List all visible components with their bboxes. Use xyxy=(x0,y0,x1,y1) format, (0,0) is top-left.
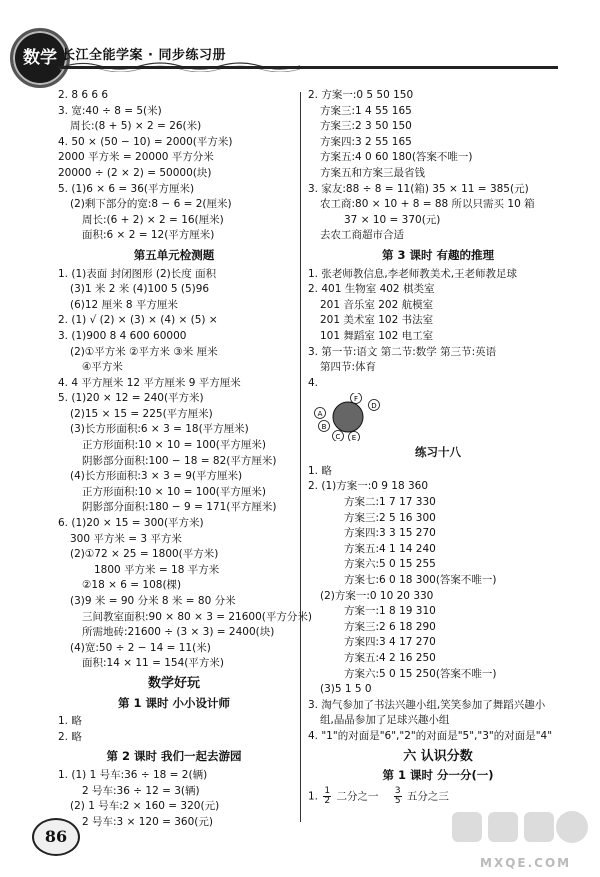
answer-line: 201 美术室 102 书法室 xyxy=(320,314,434,327)
answer-line: 2. 401 生物室 402 棋类室 xyxy=(308,283,435,296)
answer-line: 方案七:6 0 18 300(答案不唯一) xyxy=(344,574,497,587)
answer-line: 1. (1) 1 号车:36 ÷ 18 = 2(辆) xyxy=(58,768,208,781)
circle-diagram-svg xyxy=(308,393,388,441)
answer-line: 方案五:4 0 60 180(答案不唯一) xyxy=(320,151,473,164)
answer-line: 1800 平方米 = 18 平方米 xyxy=(94,563,220,576)
answer-line: 6. (1)20 × 15 = 300(平方米) xyxy=(58,517,204,530)
answer-line: 4. 4 平方厘米 12 平方厘米 9 平方厘米 xyxy=(58,376,241,389)
page-header xyxy=(0,0,600,100)
answer-line: ④平方米 xyxy=(82,361,123,374)
answer-line: 1. 略 xyxy=(308,464,332,477)
answer-line: 2. (1) √ (2) × (3) × (4) × (5) × xyxy=(58,314,218,327)
numerator: 1 xyxy=(324,785,331,796)
answer-line: (3)1 米 2 米 (4)100 5 (5)96 xyxy=(70,283,210,296)
answer-line: 方案四:3 2 55 165 xyxy=(320,135,412,148)
right-answers-block-2 xyxy=(308,267,568,392)
node-label: C xyxy=(335,433,341,442)
denominator: 2 xyxy=(324,795,331,806)
answer-line: (4)宽:50 ÷ 2 − 14 = 11(米) xyxy=(70,641,211,654)
answer-line: 300 平方米 = 3 平方米 xyxy=(70,532,182,545)
answer-line: 方案二:1 7 17 330 xyxy=(344,496,436,509)
left-answers-block-3 xyxy=(58,714,290,745)
section-lesson1-divide: 第 1 课时 分一分(一) xyxy=(382,768,494,783)
answer-line: (2) 1 号车:2 × 160 = 320(元) xyxy=(70,800,220,813)
answer-line: 方案五:4 2 16 250 xyxy=(344,652,436,664)
answer-line: 方案三:2 3 50 150 xyxy=(320,120,412,133)
answer-line: (3)长方形面积:6 × 3 = 18(平方厘米) xyxy=(70,423,249,436)
answer-line: 3. 淘气参加了书法兴趣小组,笑笑参加了舞蹈兴趣小 xyxy=(308,698,546,711)
page-number: 86 xyxy=(32,818,80,856)
left-answers-block-1 xyxy=(58,88,290,244)
answer-line: (4)长方形面积:3 × 3 = 9(平方厘米) xyxy=(70,470,243,483)
answer-line: 2. 略 xyxy=(58,730,82,743)
answer-line: 1. (1)表面 封闭图形 (2)长度 面积 xyxy=(58,267,217,280)
answer-line: (2)15 × 15 = 225(平方厘米) xyxy=(70,407,213,420)
answer-line: 面积:14 × 11 = 154(平方米) xyxy=(82,657,224,670)
fraction-text-1: 二分之一 xyxy=(336,790,379,803)
answer-line: 阴影部分面积:100 − 18 = 82(平方厘米) xyxy=(82,454,277,467)
fraction-one-half xyxy=(323,787,331,806)
right-column xyxy=(308,88,568,806)
node-label: B xyxy=(321,423,327,432)
answer-line: 5. (1)6 × 6 = 36(平方厘米) xyxy=(58,182,195,195)
answer-line: 第四节:体育 xyxy=(320,361,377,374)
section-lesson3-reasoning: 第 3 课时 有趣的推理 xyxy=(381,247,494,262)
answer-line: 1. 张老师教信息,李老师教美术,王老师教足球 xyxy=(308,267,518,280)
section-unit5-test: 第五单元检测题 xyxy=(133,247,215,262)
answer-number: 1. xyxy=(308,790,319,803)
answer-line: 4. 50 × (50 − 10) = 2000(平方米) xyxy=(58,135,233,148)
fraction-answer-line xyxy=(308,787,568,806)
answer-line: 2 号车:36 ÷ 12 = 3(辆) xyxy=(82,784,200,797)
answer-line: 201 音乐室 202 航模室 xyxy=(320,298,434,311)
answer-line: 方案六:5 0 15 250(答案不唯一) xyxy=(344,667,497,680)
section-exercise-18: 练习十八 xyxy=(415,445,461,460)
answer-line: 正方形面积:10 × 10 = 100(平方厘米) xyxy=(82,439,266,452)
answer-line: 101 舞蹈室 102 电工室 xyxy=(320,329,434,342)
answer-line: 方案六:5 0 15 255 xyxy=(344,558,436,571)
center-circle xyxy=(333,402,363,432)
answer-line: 方案三:2 5 16 300 xyxy=(344,511,436,524)
answer-line: 3. 第一节:语文 第二节:数学 第三节:英语 xyxy=(308,345,497,358)
answer-line: (3)5 1 5 0 xyxy=(320,683,372,696)
answer-line: 方案一:1 8 19 310 xyxy=(344,605,436,618)
answer-line: 3. 宽:40 ÷ 8 = 5(米) xyxy=(58,104,162,117)
answer-line: 阴影部分面积:180 − 9 = 171(平方厘米) xyxy=(82,501,277,514)
answer-line: (6)12 厘米 8 平方厘米 xyxy=(70,298,178,311)
answer-line: 去农工商超市合适 xyxy=(320,229,404,242)
answer-line: 所需地砖:21600 ÷ (3 × 3) = 2400(块) xyxy=(82,626,275,639)
node-label: D xyxy=(371,402,377,411)
node-label: E xyxy=(351,434,357,442)
answer-line: 3. (1)900 8 4 600 60000 xyxy=(58,329,187,342)
answer-line: 5. (1)20 × 12 = 240(平方米) xyxy=(58,392,204,405)
answer-line: 方案五:4 1 14 240 xyxy=(344,542,436,555)
answer-line: 方案三:1 4 55 165 xyxy=(320,104,412,117)
denominator: 5 xyxy=(394,795,401,806)
answer-line: (2)剩下部分的宽:8 − 6 = 2(厘米) xyxy=(70,198,232,211)
section-math-fun: 数学好玩 xyxy=(147,675,200,691)
answer-line: 3. 家友:88 ÷ 8 = 11(箱) 35 × 11 = 385(元) xyxy=(308,182,529,195)
section-lesson2-park: 第 2 课时 我们一起去游园 xyxy=(106,749,242,764)
node-label: A xyxy=(317,410,323,419)
section-unit6-fractions: 六 认识分数 xyxy=(403,748,473,764)
answer-line: 组,晶晶参加了足球兴趣小组 xyxy=(320,714,450,727)
left-answers-block-2 xyxy=(58,267,312,672)
left-answers-block-4 xyxy=(58,768,290,830)
answer-line: 2000 平方米 = 20000 平方分米 xyxy=(58,151,214,164)
answer-line: 20000 ÷ (2 × 2) = 50000(块) xyxy=(58,166,212,179)
answer-line: (2)①平方米 ②平方米 ③米 厘米 xyxy=(70,345,218,358)
left-column xyxy=(58,88,312,830)
answer-line: 2. (1)方案一:0 9 18 360 xyxy=(308,480,429,493)
answer-line: 周长:(8 + 5) × 2 = 26(米) xyxy=(70,120,202,133)
section-lesson1-designer: 第 1 课时 小小设计师 xyxy=(117,695,230,710)
answer-line: (2)①72 × 25 = 1800(平方米) xyxy=(70,548,219,561)
right-answers-block-3 xyxy=(308,464,568,745)
answer-line: 1. 略 xyxy=(58,715,82,728)
answer-line: (3)9 米 = 90 分米 8 米 = 80 分米 xyxy=(70,595,236,607)
answer-line: ②18 × 6 = 108(棵) xyxy=(82,579,182,592)
book-title: 长江全能学案 · 同步练习册 xyxy=(62,48,226,63)
watermark-text: MXQE.COM xyxy=(480,856,572,870)
answer-line: 农工商:80 × 10 + 8 = 88 所以只需买 10 箱 xyxy=(320,198,535,211)
header-rule xyxy=(58,66,558,69)
answer-line: (2)方案一:0 10 20 330 xyxy=(320,589,434,602)
right-answers-block-1 xyxy=(308,88,568,244)
answer-line: 方案四:3 3 15 270 xyxy=(344,527,436,540)
answer-line: 2. 8 6 6 6 xyxy=(58,89,109,101)
circle-seating-diagram xyxy=(308,393,568,441)
subject-badge: 数学 xyxy=(10,28,70,88)
answer-line: 4. xyxy=(308,376,319,389)
answer-line: 三间教室面积:90 × 80 × 3 = 21600(平方分米) xyxy=(82,610,312,623)
answer-line: 2 号车:3 × 120 = 360(元) xyxy=(82,815,213,828)
answer-line: 37 × 10 = 370(元) xyxy=(344,213,441,226)
answer-line: 周长:(6 + 2) × 2 = 16(厘米) xyxy=(82,213,224,226)
answer-line: 方案三:2 6 18 290 xyxy=(344,620,436,633)
answer-line: 方案四:3 4 17 270 xyxy=(344,636,436,649)
numerator: 3 xyxy=(394,785,401,796)
fraction-text-2: 五分之三 xyxy=(406,790,449,803)
answer-line: 2. 方案一:0 5 50 150 xyxy=(308,89,414,101)
fraction-three-fifths xyxy=(394,787,402,806)
column-divider xyxy=(300,92,301,822)
node-label: F xyxy=(353,395,359,404)
answer-line: 4. "1"的对面是"6","2"的对面是"5","3"的对面是"4" xyxy=(308,729,553,742)
answer-line: 正方形面积:10 × 10 = 100(平方厘米) xyxy=(82,485,266,498)
answer-line: 方案五和方案三最省钱 xyxy=(320,166,425,179)
answer-line: 面积:6 × 2 = 12(平方厘米) xyxy=(82,229,215,242)
